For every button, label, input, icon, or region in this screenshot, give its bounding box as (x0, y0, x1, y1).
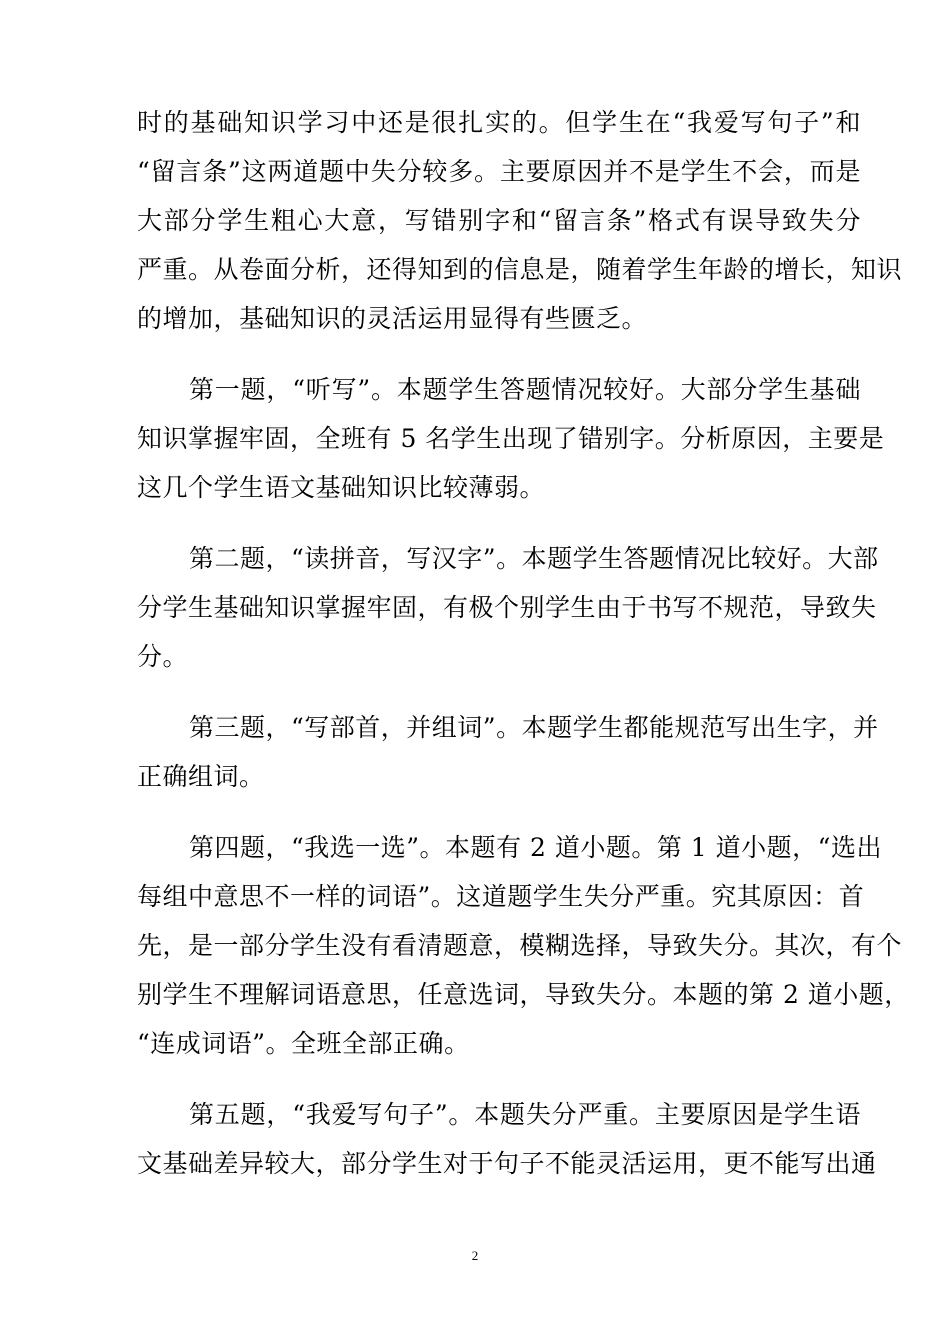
paragraph-line: 分。 (137, 642, 189, 671)
paragraph-6 (137, 1090, 877, 1188)
paragraph-line: 这几个学生语文基础知识比较薄弱。 (137, 473, 546, 502)
paragraph-line: 第五题，“我爱写句子”。本题失分严重。主要原因是学生语 (189, 1100, 861, 1129)
paragraph-spacer (137, 343, 861, 365)
paragraph-spacer (137, 512, 861, 534)
paragraph-line: 先，是一部分学生没有看清题意，模糊选择，导致失分。其次，有个 (137, 931, 903, 960)
paragraph-line: 第三题，“写部首，并组词”。本题学生都能规范写出生字，并 (189, 713, 879, 742)
document-body (137, 98, 910, 1188)
paragraph-line: 第四题，“我选一选”。本题有 2 道小题。第 1 道小题，“选出 (189, 833, 882, 862)
page-number: 2 (471, 1248, 479, 1263)
paragraph-line: 时的基础知识学习中还是很扎实的。但学生在“我爱写句子”和 (137, 108, 861, 137)
paragraph-line: 分学生基础知识掌握牢固，有极个别学生由于书写不规范，导致失 (137, 593, 877, 622)
paragraph-5 (137, 823, 910, 1068)
paragraph-line: 严重。从卷面分析，还得知到的信息是，随着学生年龄的增长，知识 (137, 255, 903, 284)
paragraph-line: “连成词语”。全班全部正确。 (137, 1029, 470, 1058)
paragraph-line: 别学生不理解词语意思，任意选词，导致失分。本题的第 2 道小题， (137, 980, 910, 1009)
paragraph-spacer (137, 1068, 861, 1090)
paragraph-line: 第二题，“读拼音，写汉字”。本题学生答题情况比较好。大部 (189, 544, 879, 573)
paragraph-3 (137, 534, 879, 681)
paragraph-line: “留言条”这两道题中失分较多。主要原因并不是学生不会，而是 (137, 157, 861, 186)
paragraph-line: 文基础差异较大，部分学生对于句子不能灵活运用，更不能写出通 (137, 1149, 877, 1178)
paragraph-line: 正确组词。 (137, 762, 265, 791)
paragraph-line: 大部分学生粗心大意，写错别字和“留言条”格式有误导致失分 (137, 206, 861, 235)
paragraph-line: 知识掌握牢固，全班有 5 名学生出现了错别字。分析原因，主要是 (137, 424, 885, 453)
paragraph-line: 每组中意思不一样的词语”。这道题学生失分严重。究其原因：首 (137, 882, 865, 911)
paragraph-4 (137, 703, 879, 801)
paragraph-spacer (137, 801, 861, 823)
paragraph-line: 第一题，“听写”。本题学生答题情况较好。大部分学生基础 (189, 375, 861, 404)
paragraph-2 (137, 365, 885, 512)
paragraph-1 (137, 98, 903, 343)
paragraph-spacer (137, 681, 861, 703)
paragraph-line: 的增加，基础知识的灵活运用显得有些匮乏。 (137, 304, 648, 333)
